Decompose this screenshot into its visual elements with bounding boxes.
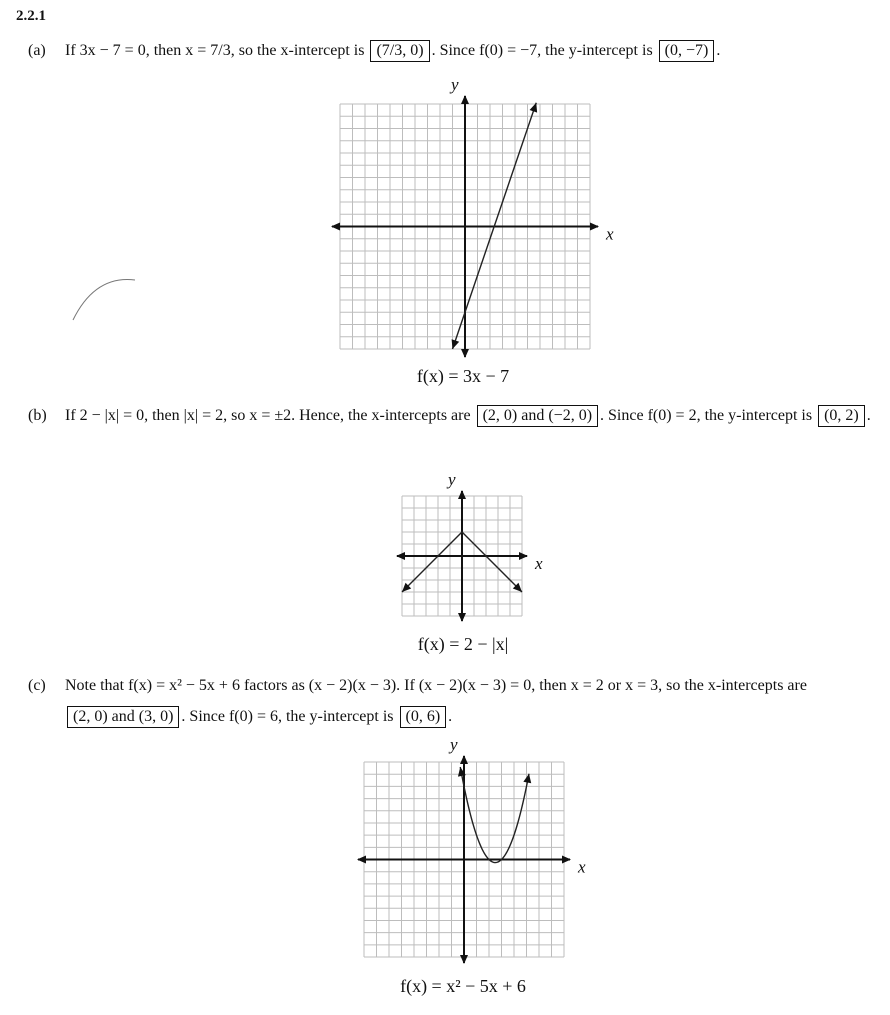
answer-box-y-intercept-b: (0, 2) bbox=[818, 405, 865, 427]
y-axis-arrow-bottom bbox=[460, 955, 468, 964]
answer-box-x-intercepts-b: (2, 0) and (−2, 0) bbox=[477, 405, 598, 427]
answer-box-y-intercept-c: (0, 6) bbox=[400, 706, 447, 728]
section-number: 2.2.1 bbox=[16, 8, 46, 24]
part-c-label: (c) bbox=[28, 677, 46, 694]
part-a-text-1: If 3x − 7 = 0, then x = 7/3, so the x-intercept is bbox=[65, 42, 365, 59]
y-axis-arrow-top bbox=[461, 95, 469, 104]
part-a-text bbox=[28, 35, 878, 66]
part-a-text-2: . Since f(0) = −7, the y-intercept is bbox=[431, 42, 653, 59]
y-axis-label: y bbox=[451, 75, 459, 94]
part-c-text bbox=[28, 670, 878, 732]
graph-b bbox=[395, 472, 545, 622]
graph-c bbox=[358, 735, 588, 965]
y-axis-arrow-bottom bbox=[461, 349, 469, 358]
graph-b-svg bbox=[395, 472, 545, 622]
part-b-text bbox=[28, 400, 878, 431]
part-a-text-3: . bbox=[716, 42, 721, 59]
answer-box-y-intercept: (0, −7) bbox=[659, 40, 715, 62]
curve-arrow-end bbox=[523, 774, 531, 784]
x-axis-arrow-right bbox=[590, 223, 599, 231]
part-a-label: (a) bbox=[28, 42, 46, 59]
x-axis-label: x bbox=[578, 857, 586, 877]
x-axis-arrow-left bbox=[357, 856, 366, 864]
graph-b-caption: f(x) = 2 − |x| bbox=[417, 634, 509, 654]
graph-a-caption: f(x) = 3x − 7 bbox=[416, 366, 510, 386]
x-axis-arrow-left bbox=[331, 223, 340, 231]
graph-c-svg bbox=[358, 735, 588, 965]
y-axis-arrow-top bbox=[458, 490, 466, 499]
part-b-text-2: . Since f(0) = 2, the y-intercept is bbox=[600, 407, 813, 424]
curve-arrow-start bbox=[452, 339, 460, 349]
answer-box-x-intercepts-c: (2, 0) and (3, 0) bbox=[67, 706, 179, 728]
part-c-text-3: . bbox=[448, 708, 453, 725]
graph-c-caption: f(x) = x² − 5x + 6 bbox=[400, 976, 526, 996]
y-axis-label: y bbox=[448, 470, 456, 489]
x-axis-label: x bbox=[535, 554, 543, 573]
part-c-text-2: . Since f(0) = 6, the y-intercept is bbox=[181, 708, 394, 725]
y-axis-arrow-top bbox=[460, 755, 468, 764]
answer-box-x-intercept: (7/3, 0) bbox=[370, 40, 429, 62]
graph-a-svg bbox=[335, 75, 614, 355]
y-axis-label: y bbox=[450, 735, 458, 754]
graph-a bbox=[335, 75, 614, 355]
x-axis-label: x bbox=[606, 224, 614, 244]
pencil-mark bbox=[70, 270, 140, 325]
x-axis-arrow-left bbox=[396, 552, 405, 560]
x-axis-arrow-right bbox=[562, 856, 571, 864]
part-c-text-1: Note that f(x) = x² − 5x + 6 factors as (x − 2)(x − 3). If (x − 2)(x − 3) = 0, then x = 2 or x = 3, so the x-intercepts are bbox=[65, 677, 807, 694]
function-curve bbox=[460, 767, 529, 863]
y-axis-arrow-bottom bbox=[458, 613, 466, 622]
x-axis-arrow-right bbox=[519, 552, 528, 560]
part-b-text-3: . bbox=[866, 407, 871, 424]
part-b-label: (b) bbox=[28, 407, 47, 424]
part-b-text-1: If 2 − |x| = 0, then |x| = 2, so x = ±2. Hence, the x-intercepts are bbox=[65, 407, 471, 424]
